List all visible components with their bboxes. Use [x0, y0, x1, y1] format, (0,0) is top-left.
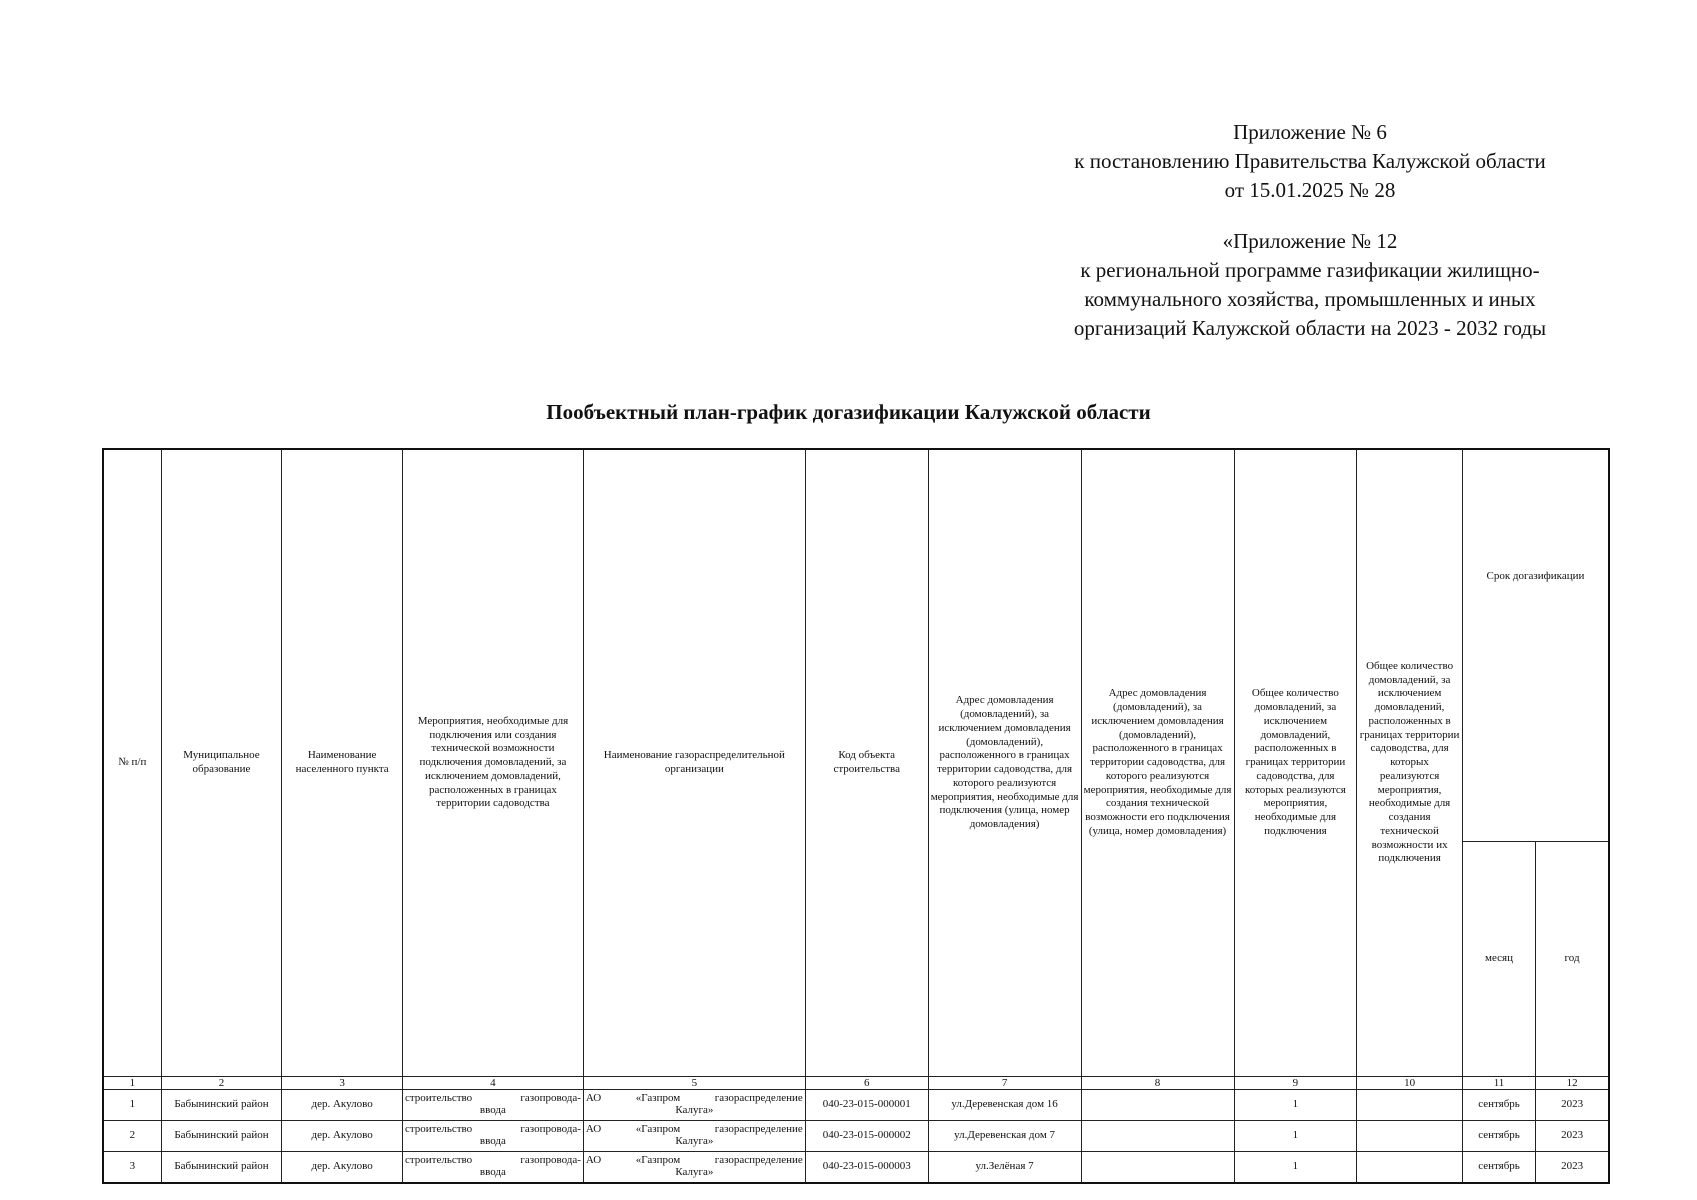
row-number: 2 — [103, 1121, 161, 1152]
row-address-technical — [1081, 1090, 1234, 1121]
row-year: 2023 — [1536, 1090, 1609, 1121]
row-settlement: дер. Акулово — [282, 1090, 403, 1121]
header-month: месяц — [1462, 842, 1535, 1077]
org-word: «Газпром — [635, 1092, 681, 1105]
org-word: АО — [585, 1092, 602, 1105]
column-number: 4 — [402, 1077, 583, 1090]
header-count-technical: Общее количество домовладений, за исключением домовладений, расположенных в границах территории садоводства, для которых реализуются мероприятия, необходимые для создания технической возможности их подключения — [1357, 449, 1463, 1077]
row-year: 2023 — [1536, 1152, 1609, 1184]
annex-line: к постановлению Правительства Калужской области — [1074, 148, 1546, 173]
column-number: 6 — [805, 1077, 928, 1090]
measure-word: ввода — [479, 1135, 506, 1147]
measure-word: газопровода- — [520, 1123, 581, 1136]
table-row — [103, 1121, 1609, 1152]
annex-line: к региональной программе газификации жилищно- — [1080, 257, 1540, 282]
row-municipality: Бабынинский район — [161, 1090, 282, 1121]
column-number: 7 — [928, 1077, 1081, 1090]
row-address-connection: ул.Деревенская дом 16 — [928, 1090, 1081, 1121]
row-gas-organization — [583, 1152, 805, 1184]
row-year: 2023 — [1536, 1121, 1609, 1152]
column-number: 9 — [1234, 1077, 1357, 1090]
column-number: 1 — [103, 1077, 161, 1090]
row-gas-organization — [583, 1090, 805, 1121]
row-number: 1 — [103, 1090, 161, 1121]
row-count-technical — [1357, 1121, 1463, 1152]
row-count-connection: 1 — [1234, 1152, 1357, 1184]
annex-line: организаций Калужской области на 2023 - 2032 годы — [1073, 315, 1547, 340]
row-settlement: дер. Акулово — [282, 1152, 403, 1184]
row-measure — [402, 1121, 583, 1152]
row-address-connection: ул.Деревенская дом 7 — [928, 1121, 1081, 1152]
header-gas-organization: Наименование газораспределительной организации — [583, 449, 805, 1077]
org-word: АО — [585, 1154, 602, 1167]
header-address-connection: Адрес домовладения (домовладений), за исключением домовладения (домовладений), расположенного в границах территории садоводства, для которого реализуются мероприятия, необходимые для подключения (улица, номер домовладения) — [928, 449, 1081, 1077]
document-title: Пообъектный план-график догазификации Калужской области — [546, 400, 1151, 424]
row-object-code: 040-23-015-000003 — [805, 1152, 928, 1184]
org-word: Калуга» — [675, 1135, 714, 1147]
column-number: 3 — [282, 1077, 403, 1090]
column-number-row — [103, 1077, 1609, 1090]
measure-word: ввода — [479, 1104, 506, 1116]
header-address-technical: Адрес домовладения (домовладений), за исключением домовладения (домовладений), расположенного в границах территории садоводства, для которого реализуются мероприятия, необходимые для создания технической возможности его подключения (улица, номер домовладения) — [1081, 449, 1234, 1077]
org-word: «Газпром — [635, 1154, 681, 1167]
header-municipality: Муниципальное образование — [161, 449, 282, 1077]
row-measure — [402, 1090, 583, 1121]
column-number: 8 — [1081, 1077, 1234, 1090]
measure-word: ввода — [479, 1166, 506, 1178]
measure-word: строительство — [404, 1154, 473, 1167]
annex-line: Приложение № 6 — [1233, 120, 1387, 144]
row-count-technical — [1357, 1090, 1463, 1121]
row-month: сентябрь — [1462, 1152, 1535, 1184]
row-gas-organization — [583, 1121, 805, 1152]
org-word: Калуга» — [675, 1166, 714, 1178]
measure-word: строительство — [404, 1092, 473, 1105]
measure-word: строительство — [404, 1123, 473, 1136]
row-municipality: Бабынинский район — [161, 1121, 282, 1152]
row-address-technical — [1081, 1152, 1234, 1184]
org-word: АО — [585, 1123, 602, 1136]
row-number: 3 — [103, 1152, 161, 1184]
org-word: «Газпром — [635, 1123, 681, 1136]
row-month: сентябрь — [1462, 1090, 1535, 1121]
header-number: № п/п — [103, 449, 161, 1077]
row-address-connection: ул.Зелёная 7 — [928, 1152, 1081, 1184]
measure-word: газопровода- — [520, 1154, 581, 1167]
row-month: сентябрь — [1462, 1121, 1535, 1152]
column-number: 10 — [1357, 1077, 1463, 1090]
column-number: 5 — [583, 1077, 805, 1090]
column-number: 2 — [161, 1077, 282, 1090]
header-count-connection: Общее количество домовладений, за исключением домовладений, расположенных в границах территории садоводства, для которых реализуются мероприятия, необходимые для подключения — [1234, 449, 1357, 1077]
annex-line: от 15.01.2025 № 28 — [1224, 177, 1396, 202]
header-object-code: Код объекта строительства — [805, 449, 928, 1077]
org-word: Калуга» — [675, 1104, 714, 1116]
header-deadline: Срок догазификации — [1462, 449, 1609, 842]
annex-line: коммунального хозяйства, промышленных и иных — [1084, 286, 1536, 311]
measure-word: газопровода- — [520, 1092, 581, 1105]
table-row — [103, 1152, 1609, 1184]
plan-table — [102, 448, 1610, 1184]
header-settlement: Наименование населенного пункта — [282, 449, 403, 1077]
row-object-code: 040-23-015-000001 — [805, 1090, 928, 1121]
org-word: газораспределение — [714, 1154, 803, 1167]
row-count-connection: 1 — [1234, 1090, 1357, 1121]
row-address-technical — [1081, 1121, 1234, 1152]
row-settlement: дер. Акулово — [282, 1121, 403, 1152]
annex-block — [1010, 118, 1610, 343]
org-word: газораспределение — [714, 1092, 803, 1105]
row-count-technical — [1357, 1152, 1463, 1184]
table-row — [103, 1090, 1609, 1121]
org-word: газораспределение — [714, 1123, 803, 1136]
annex-line: «Приложение № 12 — [1222, 228, 1398, 253]
column-number: 11 — [1462, 1077, 1535, 1090]
row-municipality: Бабынинский район — [161, 1152, 282, 1184]
header-measures: Мероприятия, необходимые для подключения или создания технической возможности подключения домовладений, за исключением домовладений, расположенных в границах территории садоводства — [402, 449, 583, 1077]
header-year: год — [1536, 842, 1609, 1077]
row-object-code: 040-23-015-000002 — [805, 1121, 928, 1152]
row-measure — [402, 1152, 583, 1184]
row-count-connection: 1 — [1234, 1121, 1357, 1152]
column-number: 12 — [1536, 1077, 1609, 1090]
